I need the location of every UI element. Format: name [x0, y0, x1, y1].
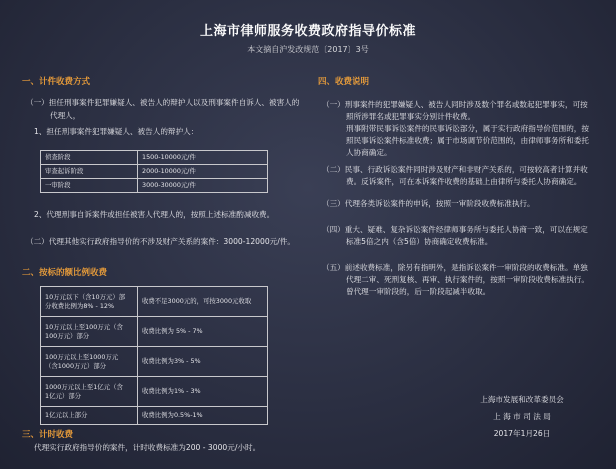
stage-cell: 侦查阶段 [41, 151, 138, 165]
desc-cell: 收费比例为0.5%-1% [138, 407, 268, 425]
s1-p2: 2、代理刑事自诉案件或担任被害人代理人的，按照上述标准酌减收费。 [34, 210, 275, 219]
table-row [41, 347, 268, 377]
signature-date: 2017年1月26日 [493, 429, 551, 438]
s3-text: 代理实行政府指导价的案件，计时收费标准为200 - 3000元/小时。 [34, 443, 261, 452]
signature-org2: 上 海 市 司 法 局 [493, 412, 551, 421]
desc-cell: 收费比例为 5% - 7% [138, 317, 268, 347]
section-3-title: 三、计时收费 [22, 430, 74, 440]
page-title: 上海市律师服务收费政府指导价标准 [199, 24, 416, 39]
signature-org1: 上海市发展和改革委员会 [480, 395, 564, 404]
desc-cell: 收费不足3000元的，可按3000元收取 [138, 287, 268, 317]
table-row [41, 407, 268, 425]
stage-cell: 审查起诉阶段 [41, 165, 138, 179]
list-item: （四）重大、疑难、复杂诉讼案件经律师事务所与委托人协商一致，可以在规定 标准5倍之内（含5倍）协商确定收费标准。 [322, 225, 588, 246]
list-item: （三）代理各类诉讼案件的申诉，按照一审阶段收费标准执行。 [322, 199, 535, 208]
fee-cell: 3000-30000元/件 [138, 179, 268, 193]
range-cell: 1亿元以上部分 [41, 407, 138, 425]
table-row [41, 179, 268, 193]
list-item: （一）刑事案件的犯罪嫌疑人、被告人同时涉及数个罪名或数起犯罪事实，可按 照所涉罪名或犯罪事实分别计件收费。 刑事附带民事诉讼案件的民事诉讼部分，属于实行政府指导价范围的，按 照民事诉讼案件标准收费；属于市场调节价范围的，由律师事务所和委托 人协商确定。 [322, 100, 589, 157]
fee-cell: 2000-10000元/件 [138, 165, 268, 179]
s1-p1-sub: 1、担任刑事案件犯罪嫌疑人、被告人的辩护人： [34, 127, 199, 136]
range-cell: 100万元以上至1000万元 （含1000万元）部分 [41, 347, 138, 377]
table-row [41, 151, 268, 165]
desc-cell: 收费比例为1% - 3% [138, 377, 268, 407]
proportion-fee-table [40, 286, 268, 425]
s1-p1-line1: （一）担任刑事案件犯罪嫌疑人、被告人的辩护人以及刑事案件自诉人、被害人的 [26, 98, 300, 107]
page-subtitle: 本文摘自沪发改规范〔2017〕3号 [247, 45, 369, 54]
s1-p1-line2: 代理人， [50, 111, 81, 120]
stage-cell: 一审阶段 [41, 179, 138, 193]
table-row [41, 287, 268, 317]
fee-cell: 1500-10000元/件 [138, 151, 268, 165]
section-4-title: 四、收费说明 [318, 77, 370, 87]
list-item: （二）民事、行政诉讼案件同时涉及财产和非财产关系的，可按较高者计算并收 费。反诉案件，可在本诉案件收费的基础上由律所与委托人协商确定。 [322, 165, 588, 186]
list-item: （五）前述收费标准，除另有指明外，是指诉讼案件一审阶段的收费标准。单独 代理二审、死刑复核、再审、执行案件的，按照一审阶段收费标准执行。 曾代理一审阶段的，后一阶段起减半收取。 [322, 263, 589, 296]
desc-cell: 收费比例为3% - 5% [138, 347, 268, 377]
table-row [41, 317, 268, 347]
table-row [41, 377, 268, 407]
section-2-title: 二、按标的额比例收费 [22, 268, 108, 278]
range-cell: 1000万元以上至1亿元（含 1亿元）部分 [41, 377, 138, 407]
range-cell: 10万元以上至100万元（含 100万元）部分 [41, 317, 138, 347]
criminal-fee-table [40, 150, 268, 193]
s1-p3: （二）代理其他实行政府指导价的不涉及财产关系的案件：3000-12000元/件。 [26, 237, 295, 246]
range-cell: 10万元以下（含10万元）部 分收费比例为8% - 12% [41, 287, 138, 317]
table-row [41, 165, 268, 179]
notes-list [322, 99, 612, 298]
section-1-title: 一、计件收费方式 [22, 77, 91, 87]
